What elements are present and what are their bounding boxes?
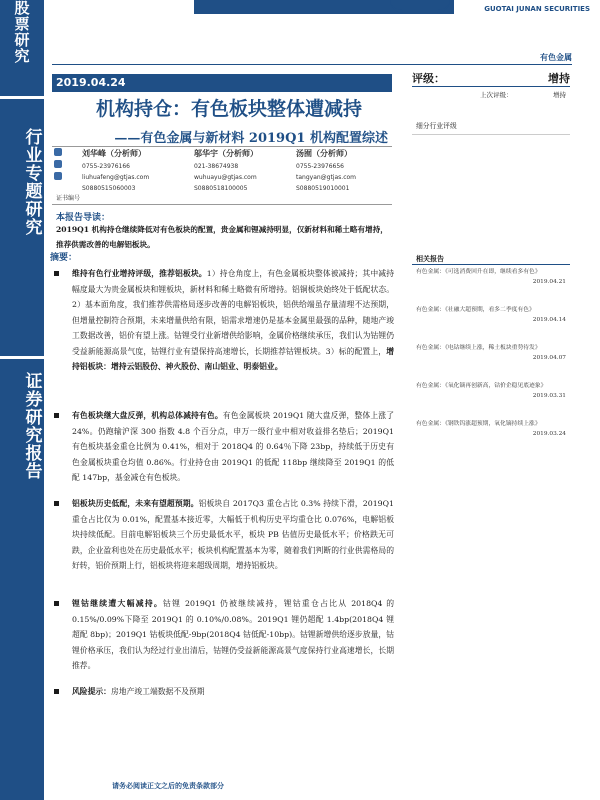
sidebar bbox=[0, 0, 44, 800]
email-icon bbox=[54, 172, 62, 180]
author-email[interactable]: tangyan@gtjas.com bbox=[296, 174, 357, 181]
related-report-text[interactable]: 有色金属：《钢铁钨涨超预期，氧化镝持续上涨》 bbox=[416, 421, 541, 427]
author-card bbox=[82, 148, 192, 196]
sidebar-label-industry-research: 行业专题研究 bbox=[21, 128, 42, 236]
author-phone: 0755-23976166 bbox=[82, 163, 130, 170]
rating-label: 评级： bbox=[412, 72, 445, 85]
sub-industry-rating: 细分行业评级 bbox=[416, 122, 457, 130]
bullet-lead: 锂钴继续遭大幅减持。 bbox=[72, 599, 164, 608]
report-title: 机构持仓：有色板块整体遭减持 bbox=[96, 98, 363, 120]
rating-divider bbox=[412, 86, 570, 87]
authors-bottom-rule bbox=[52, 204, 392, 205]
related-reports-title: 相关报告 bbox=[416, 254, 444, 263]
sub-rating-divider bbox=[412, 134, 570, 135]
summary-bullet bbox=[58, 408, 394, 486]
author-name: 邬华宇（分析师） bbox=[194, 149, 258, 158]
author-card bbox=[296, 148, 406, 196]
bullet-tail: 增持铝板块：增持云铝股份、神火股份、南山铝业、明泰铝业。 bbox=[72, 346, 394, 371]
contact-icons bbox=[54, 148, 66, 184]
related-report-date: 2019.04.07 bbox=[532, 355, 566, 361]
related-report-item[interactable] bbox=[416, 382, 566, 401]
related-report-date: 2019.03.31 bbox=[532, 393, 566, 399]
previous-rating-value: 增持 bbox=[553, 91, 566, 99]
company-logo-icon bbox=[390, 0, 450, 13]
bullet-square-icon bbox=[54, 601, 59, 606]
related-report-text[interactable]: 有色金属：《可选消费回升在即，继续看多有色》 bbox=[416, 269, 541, 275]
guide-body: 2019Q1 机构持仓继续降低对有色板块的配置，贵金属和锂减持明显，仅新材料和稀土略有增持，推荐供需改善的电解铝板块。 bbox=[56, 225, 388, 249]
author-name: 汤囿（分析师） bbox=[296, 149, 352, 158]
author-phone: 021-38674938 bbox=[194, 163, 239, 170]
sector-tag: 有色金属 bbox=[540, 52, 572, 62]
company-logo-text: GUOTAI JUNAN SECURITIES bbox=[484, 5, 590, 13]
related-report-item[interactable] bbox=[416, 420, 566, 439]
rating-value: 增持 bbox=[548, 72, 570, 85]
date-bar bbox=[52, 74, 392, 92]
sidebar-label-securities-report: 证券研究报告 bbox=[21, 372, 42, 480]
sidebar-divider bbox=[0, 96, 44, 99]
authors-top-rule bbox=[52, 146, 392, 147]
related-report-date: 2019.04.21 bbox=[532, 279, 566, 285]
sidebar-label-stock-research: 股票研究 bbox=[12, 0, 31, 64]
summary-bullet bbox=[58, 266, 394, 375]
summary-bullet bbox=[58, 684, 394, 700]
bullet-square-icon bbox=[54, 413, 59, 418]
author-email[interactable]: wuhuayu@gtjas.com bbox=[194, 174, 257, 181]
related-report-text[interactable]: 有色金属：《电钴继续上涨，稀土板块重势待发》 bbox=[416, 345, 541, 351]
author-phone: 0755-23976656 bbox=[296, 163, 344, 170]
bullet-text: 有色金属板块 2019Q1 随大盘反弹，整体上涨了 24%。仍跑输沪深 300 指数 4.8 个百分点，申万一级行业中相对收益排名垫后；2019Q1 有色板块基金重仓比例为 0.41%，相对于 2018Q4 的 0.64％下降 23bp，持续低于历史有色金属板块重仓均值 0.86%。行业持仓由 2019Q1 的低配 118bp 继续降至 2019Q1 的低配 147bp，基金减仓有色板块。 bbox=[72, 411, 395, 482]
cert-label: 证书编号 bbox=[56, 195, 81, 202]
previous-rating-label: 上次评级： bbox=[480, 91, 513, 99]
bullet-lead: 维持有色行业增持评级，推荐铝板块。 bbox=[72, 269, 207, 278]
author-cert: S0880515060003 bbox=[82, 185, 136, 192]
report-subtitle: ——有色金属与新材料 2019Q1 机构配置综述 bbox=[114, 131, 388, 146]
related-report-text[interactable]: 有色金属：《氧化镝再创新高，钴价企稳见底迹象》 bbox=[416, 383, 547, 389]
header-divider bbox=[52, 64, 572, 65]
summary-title: 摘要： bbox=[50, 253, 78, 263]
related-report-item[interactable] bbox=[416, 306, 566, 325]
report-date: 2019.04.24 bbox=[56, 76, 126, 89]
summary-bullet bbox=[58, 496, 394, 574]
bullet-lead: 铝板块历史低配，未来有望超预期。 bbox=[72, 499, 199, 508]
summary-bullet bbox=[58, 596, 394, 674]
bullet-lead: 有色板块继大盘反弹，机构总体减持有色。 bbox=[72, 411, 223, 420]
header-strip bbox=[44, 0, 600, 20]
bullet-text: 铝板块自 2017Q3 重仓占比 0.3% 持续下滑，2019Q1 重仓占比仅为 0.01%，配置基本接近零，大幅低于机构历史平均重仓比 0.076%，电解铝板块持续低配。目前电解铝板块三个历史最低水平，板块 PB 估值历史最低水平；价格跌无可跌，企业盈利也处在历史最低水平；板块机构配置基本为零，随着我们判断的行业供需格局的好转，铝价预期上行，铝板块将迎来超级周期，增持铝板块。 bbox=[72, 499, 394, 570]
bullet-lead: 风险提示： bbox=[72, 687, 111, 696]
bullet-text: 房地产竣工端数据不及预期 bbox=[110, 687, 205, 696]
footer-disclaimer: 请务必阅读正文之后的免责条款部分 bbox=[112, 781, 224, 790]
author-card bbox=[194, 148, 304, 196]
bullet-square-icon bbox=[54, 501, 59, 506]
related-divider bbox=[412, 264, 570, 265]
related-report-text[interactable]: 有色金属：《社融大超预期，看多二季度有色》 bbox=[416, 307, 535, 313]
author-name: 刘华峰（分析师） bbox=[82, 149, 146, 158]
author-email[interactable]: liuhuafeng@gtjas.com bbox=[82, 174, 150, 181]
related-report-date: 2019.04.14 bbox=[532, 317, 566, 323]
bullet-text: 钴锂 2019Q1 仍被继续减持，锂钴重仓占比从 2018Q4 的 0.15%/0.09%下降至 2019Q1 的 0.10%/0.08%。2019Q1 锂仍超配 1.4bp(2018Q4 锂超配 8bp)；2019Q1 钴板块低配-9bp(2018Q4 钴低配-10bp)。钴锂新增供给逐步放量，钴锂价格承压，我们认为经过行业出清后，钴锂仍受益新能源高景气度保持行业高速增长，长期推荐。 bbox=[72, 599, 394, 670]
related-report-date: 2019.03.24 bbox=[532, 431, 566, 437]
bullet-square-icon bbox=[54, 689, 59, 694]
related-report-item[interactable] bbox=[416, 268, 566, 287]
author-cert: S0880519010001 bbox=[296, 185, 350, 192]
related-report-item[interactable] bbox=[416, 344, 566, 363]
bullet-square-icon bbox=[54, 271, 59, 276]
phone-icon bbox=[54, 160, 62, 168]
bullet-text: 1）持仓角度上，有色金属板块整体被减持；其中减持幅度最大为贵金属板块和锂板块，新材料和稀土略微有所增持。铝铜板块始终处于低配状态。2）基本面角度，我们推荐供需格局逐步改善的电解铝板块，铝供给端虽存量清理不达预期，但增量控制符合预期，未来增量供给有限，铝需求增速仍是基本金属里最强的品种，随地产竣工数据改善，铝价有望上涨。钴锂受行业新增供给影响，金属价格继续承压，我们认为钴锂仍受益新能源高景气度，钴锂行业有望保持高速增长，长期推荐钴锂板块。3）标的配置上， bbox=[72, 269, 395, 356]
sidebar-divider bbox=[0, 356, 44, 359]
author-cert: S0880518100005 bbox=[194, 185, 248, 192]
guide-title: 本报告导读： bbox=[56, 213, 111, 223]
person-icon bbox=[54, 148, 62, 156]
